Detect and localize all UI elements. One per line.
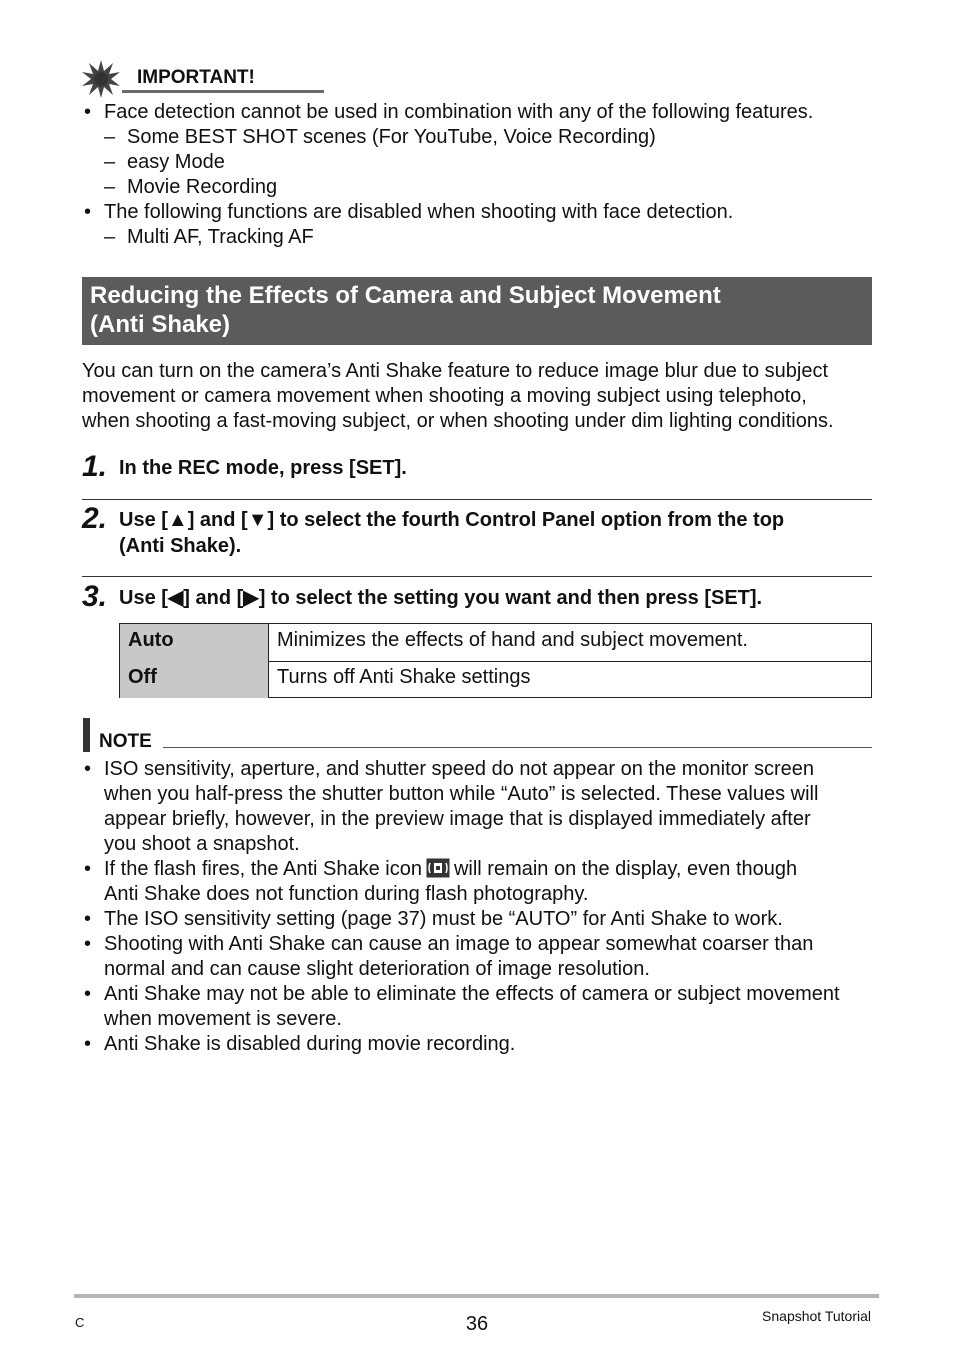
list-item: Anti Shake is disabled during movie recording. (104, 1033, 516, 1055)
bullet-marker: • (84, 101, 92, 123)
step-number: 2. (82, 502, 108, 535)
list-item: Some BEST SHOT scenes (For YouTube, Voice Recording) (127, 126, 656, 148)
table-key-cell: Auto (120, 624, 269, 661)
table-value-cell: Turns off Anti Shake settings (277, 666, 531, 688)
starburst-icon (82, 60, 120, 98)
intro-line: when shooting a fast-moving subject, or when shooting under dim lighting conditions. (82, 410, 834, 432)
step-number: 1. (82, 450, 108, 483)
list-item: when you half-press the shutter button while “Auto” is selected. These values will (104, 783, 819, 805)
section-banner (82, 277, 872, 345)
step-text: Use [▲] and [▼] to select the fourth Control Panel option from the top (119, 509, 785, 531)
right-arrow-icon: ▶ (243, 587, 259, 609)
footer-section-title: Snapshot Tutorial (762, 1308, 871, 1324)
footer-rule (74, 1294, 879, 1298)
bullet-marker: • (84, 933, 92, 955)
list-item: The ISO sensitivity setting (page 37) must be “AUTO” for Anti Shake to work. (104, 908, 783, 930)
bullet-marker: • (84, 908, 92, 930)
step-text: In the REC mode, press [SET]. (119, 457, 407, 479)
list-item: ISO sensitivity, aperture, and shutter speed do not appear on the monitor screen (104, 758, 815, 780)
bullet-marker: • (84, 858, 92, 880)
settings-table (119, 623, 872, 698)
list-item: easy Mode (127, 151, 225, 173)
step-text: (Anti Shake). (119, 535, 242, 557)
list-item: Anti Shake may not be able to eliminate the effects of camera or subject movement (104, 983, 840, 1005)
list-item: normal and can cause slight deterioration of image resolution. (104, 958, 650, 980)
section-title-line2: (Anti Shake) (90, 311, 231, 338)
note-rule (163, 747, 872, 748)
footer-left-mark: C (75, 1315, 85, 1330)
step-divider (82, 499, 872, 500)
table-key-cell: Off (120, 661, 269, 698)
bullet-marker: • (84, 983, 92, 1005)
important-rule (122, 90, 324, 93)
table-value-cell: Minimizes the effects of hand and subject movement. (277, 629, 748, 651)
step-text: Use [◀] and [▶] to select the setting you want and then press [SET]. (119, 587, 763, 609)
list-item: Anti Shake does not function during flash photography. (104, 883, 589, 905)
step-divider (82, 576, 872, 577)
list-item: appear briefly, however, in the preview image that is displayed immediately after (104, 808, 811, 830)
list-item: Movie Recording (127, 176, 278, 198)
down-arrow-icon: ▼ (247, 509, 268, 531)
note-bar (83, 718, 90, 752)
note-label: NOTE (99, 731, 152, 752)
dash-marker: – (104, 176, 116, 198)
list-item: Face detection cannot be used in combination with any of the following features. (104, 101, 814, 123)
important-label: IMPORTANT! (137, 67, 255, 88)
list-item: Multi AF, Tracking AF (127, 226, 314, 248)
bullet-marker: • (84, 201, 92, 223)
list-item: Shooting with Anti Shake can cause an image to appear somewhat coarser than (104, 933, 814, 955)
anti-shake-icon (426, 858, 450, 878)
dash-marker: – (104, 151, 116, 173)
table-row (120, 661, 871, 698)
list-item: The following functions are disabled when shooting with face detection. (104, 201, 734, 223)
step-number: 3. (82, 580, 108, 613)
intro-line: You can turn on the camera’s Anti Shake feature to reduce image blur due to subject (82, 360, 829, 382)
section-title-line1: Reducing the Effects of Camera and Subject Movement (90, 282, 721, 309)
bullet-marker: • (84, 1033, 92, 1055)
list-item: you shoot a snapshot. (104, 833, 300, 855)
page-number: 36 (465, 1313, 489, 1335)
up-arrow-icon: ▲ (167, 509, 188, 531)
dash-marker: – (104, 226, 116, 248)
left-arrow-icon: ◀ (167, 587, 184, 609)
bullet-marker: • (84, 758, 92, 780)
dash-marker: – (104, 126, 116, 148)
table-row (120, 624, 871, 662)
intro-line: movement or camera movement when shooting a moving subject using telephoto, (82, 385, 807, 407)
list-item: when movement is severe. (104, 1008, 342, 1030)
important-header (82, 60, 284, 94)
list-item: If the flash fires, the Anti Shake icon will remain on the display, even though (104, 858, 798, 880)
